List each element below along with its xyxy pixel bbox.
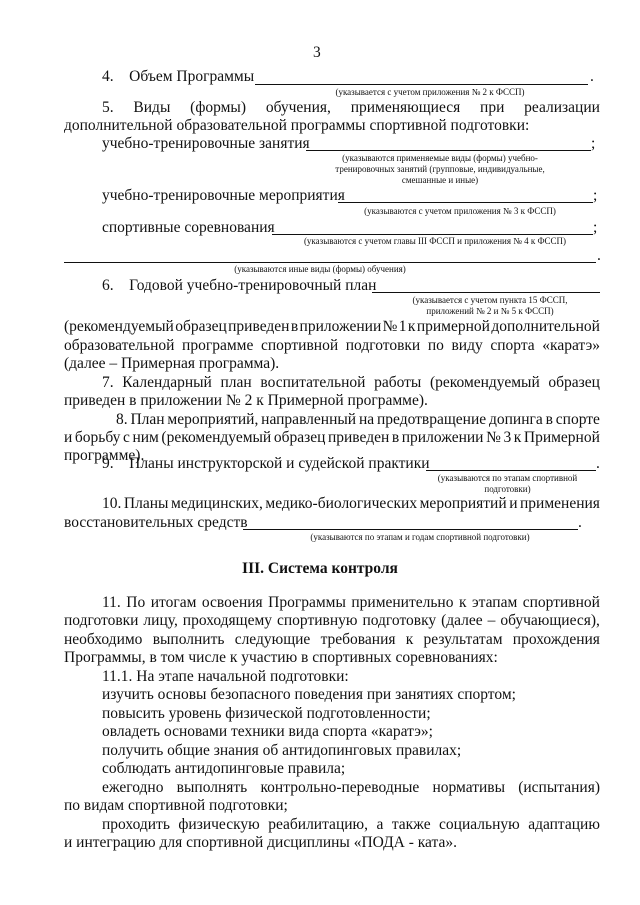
item7-line1: 7. Календарный план воспитательной работы (рекомендуемый образец [102,374,600,391]
other-forms-end: . [597,247,601,264]
item4-end: . [590,68,594,85]
item4-blank-line [255,84,588,85]
training-sessions-blank-line [306,150,591,151]
item11-1-heading: 11.1. На этапе начальной подготовки: [102,668,349,685]
item5-line2: дополнительной образовательной программы спортивной подготовки: [64,117,530,134]
item4-label: 4. Объем Программы [102,68,255,85]
item6-text-line2: образовательной программе спортивной подготовки по виду спорта «каратэ» [64,337,600,354]
training-events-note: (указываются с учетом приложения № 3 к ФССП) [364,206,556,216]
item10-line1: 10. Планы медицинских, медико-биологических мероприятий и применения [102,495,600,512]
item6-note-1: (указывается с учетом пункта 15 ФССП, [412,295,568,305]
other-forms-blank-line [64,262,596,263]
item10-blank-line [243,529,578,530]
training-events-end: ; [593,187,598,204]
competitions-note: (указываются с учетом главы III ФССП и приложения № 4 к ФССП) [303,236,567,246]
item9-end: . [596,455,600,472]
requirement-2: повысить уровень физической подготовленности; [102,705,431,722]
competitions-blank-line [272,234,593,235]
training-sessions-note-1: (указываются применяемые виды (формы) учебно- [342,153,538,163]
training-sessions-note-3: смешанные и иные) [401,175,479,185]
page-number: 3 [313,44,321,61]
item6-text-line3: (далее – Примерная программа). [64,355,280,372]
requirement-4: получить общие знания об антидопинговых правилах; [102,742,462,759]
item6-text-line1: (рекомендуемый образец приведен в приложении № 1 к примерной дополнительной [64,318,600,335]
item4-note: (указывается с учетом приложения № 2 к ФССП) [335,87,525,97]
item9-label: 9. Планы инструкторской и судейской практики [102,455,430,472]
training-events-label: учебно-тренировочные мероприятия [102,187,345,204]
item8-line1: 8. План мероприятий, направленный на предотвращение допинга в спорте [116,411,600,428]
training-sessions-note-2: тренировочных занятий (групповые, индивидуальные, [335,164,545,174]
item6-blank-line [372,292,600,293]
item8-line3: программе). [64,447,145,464]
training-sessions-end: ; [591,135,596,152]
item9-note-2: подготовки) [484,484,531,494]
requirement-1: изучить основы безопасного поведения при занятиях спортом; [102,686,516,703]
competitions-label: спортивные соревнования [102,219,275,236]
item8-line2: и борьбу с ним (рекомендуемый образец приведен в приложении № 3 к Примерной [64,429,600,446]
item7-line2: приведен в приложении № 2 к Примерной программе). [64,392,428,409]
item10-end: . [578,514,582,531]
item10-note: (указываются по этапам и годам спортивной подготовки) [310,532,530,542]
training-events-blank-line [338,202,593,203]
requirement-3: овладеть основами техники вида спорта «каратэ»; [102,723,433,740]
section-title: III. Система контроля [242,560,398,577]
training-sessions-label: учебно-тренировочные занятия [102,135,310,152]
item11-line1: 11. По итогам освоения Программы применительно к этапам спортивной [102,594,600,611]
other-forms-note: (указываются иные виды (формы) обучения) [234,264,406,274]
competitions-end: ; [593,219,598,236]
requirement-6-line2: по видам спортивной подготовки; [64,797,288,814]
item11-line3: необходимо выполнить следующие требования к результатам прохождения [64,631,600,648]
requirement-7-line1: проходить физическую реабилитацию, а также социальную адаптацию [102,816,600,833]
item6-label: 6. Годовой учебно-тренировочный план [102,277,377,294]
requirement-7-line2: и интеграцию для спортивной дисциплины «ПОДА - ката». [64,834,457,851]
item11-line2: подготовки лицу, проходящему спортивную подготовку (далее – обучающиеся), [64,612,600,629]
item5-line1: 5. Виды (формы) обучения, применяющиеся при реализации [102,99,600,116]
requirement-5: соблюдать антидопинговые правила; [102,760,346,777]
item10-line2: восстановительных средств [64,514,248,531]
item9-blank-line [426,470,596,471]
item9-note-1: (указываются по этапам спортивной [437,473,578,483]
item6-note-2: приложений № 2 и № 5 к ФССП) [426,306,554,316]
item11-line4: Программы, в том числе к участию в спортивных соревнованиях: [64,649,498,666]
requirement-6-line1: ежегодно выполнять контрольно-переводные нормативы (испытания) [102,779,600,796]
